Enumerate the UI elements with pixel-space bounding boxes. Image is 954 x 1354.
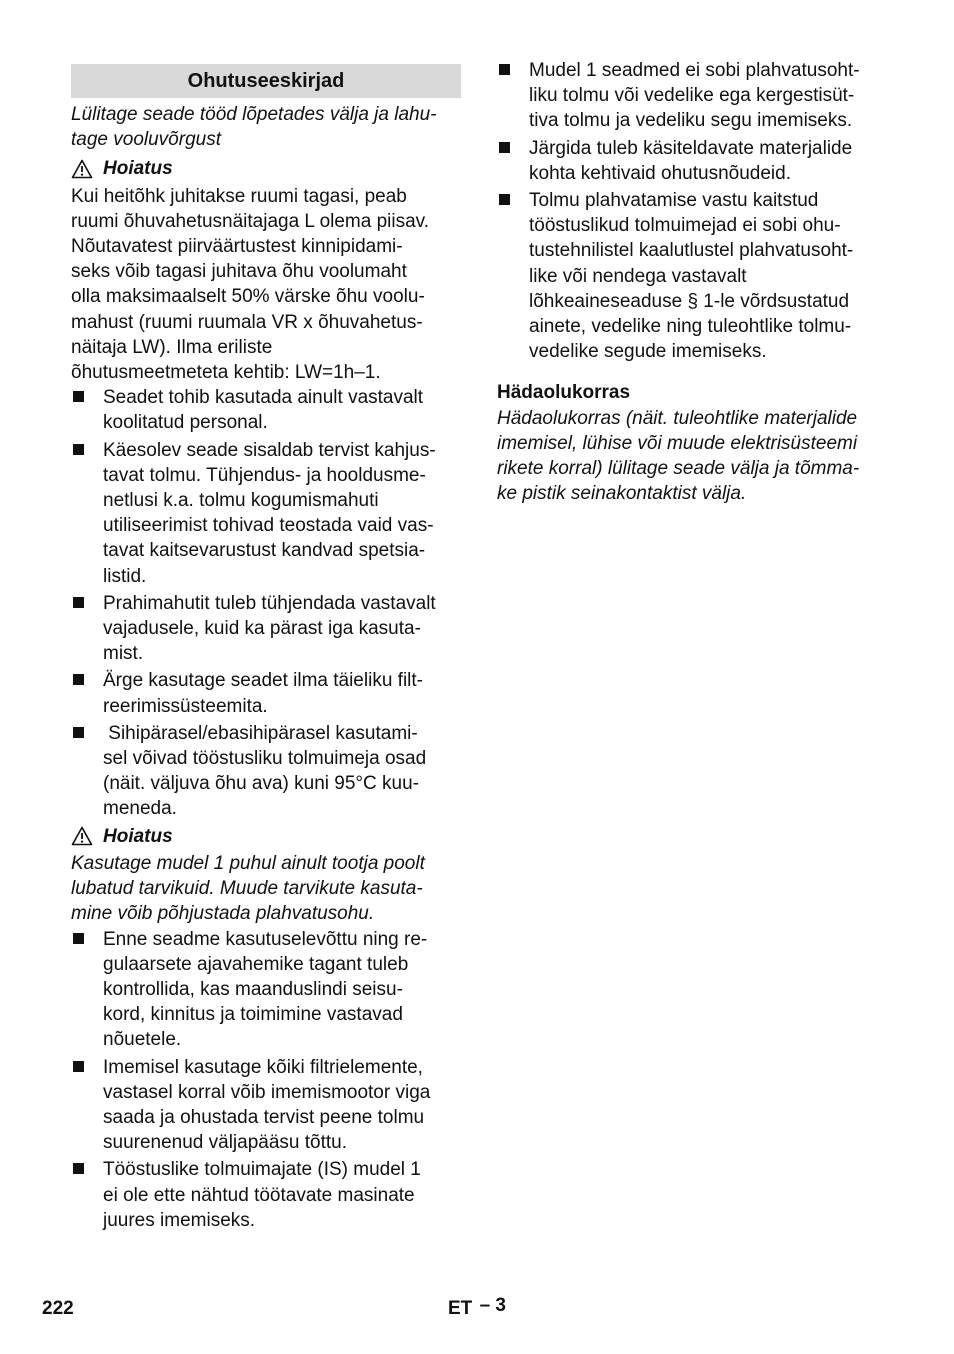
text-line: näitaja LW). Ilma eriliste bbox=[71, 336, 273, 358]
text-line: Kui heitõhk juhitakse ruumi tagasi, peab bbox=[71, 185, 407, 207]
list-item bbox=[71, 1157, 461, 1233]
text-line: tavat tolmu. Tühjendus- ja hooldusme- bbox=[103, 464, 426, 486]
list-item bbox=[71, 721, 461, 822]
bullet-square-icon bbox=[73, 933, 84, 944]
text-line: tustehnilistel kaalutlustel plahvatusoht- bbox=[529, 240, 854, 262]
intro-text bbox=[71, 102, 461, 152]
text-line: mahust (ruumi ruumala VR x õhuvahetus- bbox=[71, 311, 423, 333]
text-line: ei ole ette nähtud töötavate masinate bbox=[103, 1184, 415, 1206]
bullet-list-3 bbox=[497, 58, 889, 364]
text-line: koolitatud personal. bbox=[103, 412, 268, 434]
text-line: Prahimahutit tuleb tühjendada vastavalt bbox=[103, 592, 436, 614]
text-line: ke pistik seinakontaktist välja. bbox=[497, 483, 747, 505]
bullet-list-2 bbox=[71, 927, 461, 1233]
text-line: seks võib tagasi juhitava õhu voolumaht bbox=[71, 261, 407, 283]
text-line: Sihipärasel/ebasihipärasel kasutami- bbox=[103, 722, 418, 744]
page-number: 222 bbox=[42, 1298, 74, 1319]
warning-heading-2 bbox=[71, 824, 461, 849]
list-item bbox=[71, 591, 461, 667]
text-line: meneda. bbox=[103, 798, 177, 820]
text-line: tage vooluvõrgust bbox=[71, 129, 221, 151]
warning-2-text bbox=[71, 851, 461, 927]
text-line: netlusi k.a. tolmu kogumismahuti bbox=[103, 490, 379, 512]
bullet-square-icon bbox=[73, 444, 84, 455]
bullet-square-icon bbox=[73, 391, 84, 402]
text-line: reerimissüsteemita. bbox=[103, 695, 268, 717]
text-line: listid. bbox=[103, 565, 147, 587]
text-line: nõuetele. bbox=[103, 1029, 182, 1051]
section-number: – 3 bbox=[479, 1295, 506, 1316]
list-item bbox=[71, 385, 461, 435]
text-line: vastasel korral võib imemismootor viga bbox=[103, 1081, 431, 1103]
text-line: mist. bbox=[103, 643, 144, 665]
text-line: rikete korral) lülitage seade välja ja tõmma- bbox=[497, 458, 860, 480]
list-item bbox=[71, 438, 461, 589]
text-line: tööstuslikud tolmuimejad ei sobi ohu- bbox=[529, 215, 841, 237]
warning-triangle-icon bbox=[71, 159, 93, 179]
text-line: Tolmu plahvatamise vastu kaitstud bbox=[529, 190, 819, 212]
language-code: ET bbox=[448, 1298, 473, 1319]
text-line: Tööstuslike tolmuimajate (IS) mudel 1 bbox=[103, 1159, 421, 1181]
text-line: Lülitage seade tööd lõpetades välja ja lahu- bbox=[71, 104, 437, 125]
warning-label: Hoiatus bbox=[103, 158, 173, 180]
text-line: Nõutavatest piirväärtustest kinnipidami- bbox=[71, 236, 403, 258]
section-heading: Ohutuseeskirjad bbox=[71, 64, 461, 98]
warning-label: Hoiatus bbox=[103, 825, 173, 847]
text-line: tavat kaitsevarustust kandvad spetsia- bbox=[103, 540, 426, 562]
text-line: õhutusmeetmeteta kehtib: LW=1h–1. bbox=[71, 362, 381, 384]
text-line: vajadusele, kuid ka pärast iga kasuta- bbox=[103, 618, 421, 640]
text-line: kord, kinnitus ja toimimine vastavad bbox=[103, 1004, 403, 1026]
text-line: imemisel, lühise või muude elektrisüsteemi bbox=[497, 432, 858, 454]
text-line: Seadet tohib kasutada ainult vastavalt bbox=[103, 387, 424, 409]
bullet-square-icon bbox=[73, 1163, 84, 1174]
text-line: ruumi õhuvahetusnäitajaga L olema piisav. bbox=[71, 210, 430, 232]
text-line: Kasutage mudel 1 puhul ainult tootja poolt bbox=[71, 852, 425, 874]
bullet-square-icon bbox=[499, 142, 510, 153]
text-line: like või nendega vastavalt bbox=[529, 265, 747, 287]
text-line: Imemisel kasutage kõiki filtrielemente, bbox=[103, 1056, 423, 1078]
text-line: lõhkeaineseaduse § 1-le võrdsustatud bbox=[529, 290, 850, 312]
text-line: juures imemiseks. bbox=[103, 1209, 256, 1231]
text-line: Järgida tuleb käsiteldavate materjalide bbox=[529, 137, 853, 159]
warning-heading-1 bbox=[71, 156, 461, 181]
right-column bbox=[497, 60, 889, 506]
text-line: utiliseerimist tohivad teostada vaid vas- bbox=[103, 515, 434, 537]
text-line: sel võivad tööstusliku tolmuimeja osad bbox=[103, 748, 427, 770]
bullet-square-icon bbox=[73, 1061, 84, 1072]
ventilation-paragraph bbox=[71, 184, 461, 386]
bullet-list-1 bbox=[71, 385, 461, 821]
text-line: gulaarsete ajavahemike tagant tuleb bbox=[103, 953, 409, 975]
text-line: lubatud tarvikuid. Muude tarvikute kasuta- bbox=[71, 878, 423, 900]
list-item bbox=[497, 136, 889, 186]
text-line: saada ja ohustada tervist peene tolmu bbox=[103, 1106, 425, 1128]
text-line: vedelike segude imemiseks. bbox=[529, 341, 767, 363]
list-item bbox=[71, 1055, 461, 1156]
text-line: Enne seadme kasutuselevõttu ning re- bbox=[103, 928, 428, 950]
text-line: kohta kehtivaid ohutusnõudeid. bbox=[529, 162, 791, 184]
text-line: mine võib põhjustada plahvatusohu. bbox=[71, 903, 375, 925]
text-line: Ärge kasutage seadet ilma täieliku filt- bbox=[103, 670, 423, 692]
text-line: Hädaolukorras (näit. tuleohtlike materjalide bbox=[497, 407, 858, 429]
bullet-square-icon bbox=[73, 727, 84, 738]
list-item bbox=[71, 927, 461, 1053]
emergency-text bbox=[497, 406, 889, 507]
text-line: liku tolmu või vedelike ega kergestisüt- bbox=[529, 85, 855, 107]
list-item bbox=[71, 668, 461, 718]
text-line: ainete, vedelike ning tuleohtlike tolmu- bbox=[529, 316, 852, 338]
bullet-square-icon bbox=[73, 674, 84, 685]
text-line: kontrollida, kas maanduslindi seisu- bbox=[103, 978, 403, 1000]
list-item bbox=[497, 58, 889, 134]
text-line: suurenenud väljapääsu tõttu. bbox=[103, 1132, 348, 1154]
warning-triangle-icon bbox=[71, 826, 93, 846]
footer-language bbox=[448, 1296, 506, 1321]
text-line: (näit. väljuva õhu ava) kuni 95°C kuu- bbox=[103, 773, 419, 795]
bullet-square-icon bbox=[499, 64, 510, 75]
list-item bbox=[497, 188, 889, 364]
text-line: olla maksimaalselt 50% värske õhu voolu- bbox=[71, 286, 425, 308]
text-line: tiva tolmu ja vedeliku segu imemiseks. bbox=[529, 110, 853, 132]
text-line: Käesolev seade sisaldab tervist kahjus- bbox=[103, 439, 436, 461]
left-column bbox=[71, 60, 461, 1235]
emergency-heading: Hädaolukorras bbox=[497, 382, 631, 404]
text-line: Mudel 1 seadmed ei sobi plahvatusoht- bbox=[529, 60, 860, 81]
bullet-square-icon bbox=[73, 597, 84, 608]
bullet-square-icon bbox=[499, 194, 510, 205]
